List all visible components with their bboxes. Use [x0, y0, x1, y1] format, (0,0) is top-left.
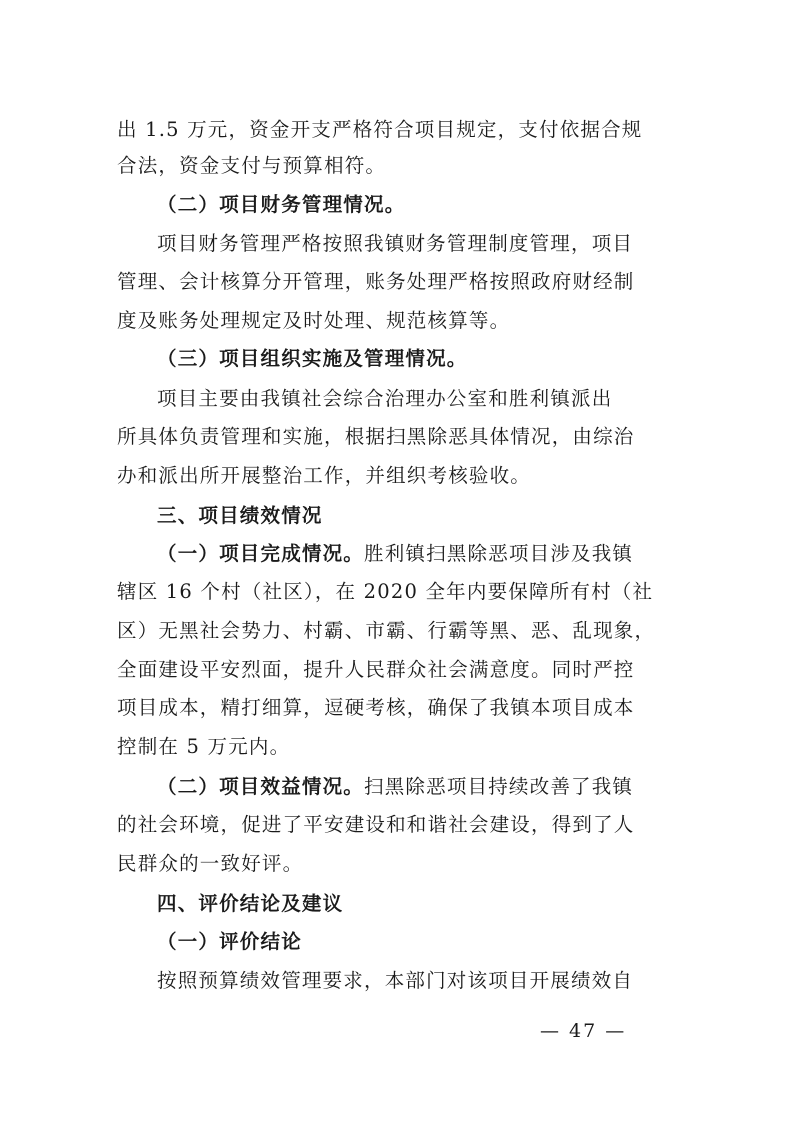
page-number: — 47 —	[540, 1020, 627, 1042]
body-text-line: 度及账务处理规定及时处理、规范核算等。	[117, 309, 511, 332]
body-text-line: 项目财务管理严格按照我镇财务管理制度管理，项目	[157, 232, 634, 255]
body-text-line: 合法，资金支付与预算相符。	[117, 154, 387, 177]
section-heading: （一）评价结论	[157, 930, 302, 953]
body-text-line: 全面建设平安烈面，提升人民群众社会满意度。同时严控	[117, 658, 635, 681]
inline-heading: （一）项目完成情况。	[157, 542, 365, 565]
section-heading: （三）项目组织实施及管理情况。	[157, 347, 468, 370]
chapter-heading: 四、评价结论及建议	[157, 892, 344, 915]
section-heading: （二）项目财务管理情况。	[157, 193, 406, 216]
body-text-line: 项目成本，精打细算，逗硬考核，确保了我镇本项目成本	[117, 696, 635, 719]
inline-text: 扫黑除恶项目持续改善了我镇	[364, 775, 634, 798]
body-text-line: 区）无黑社会势力、村霸、市霸、行霸等黑、恶、乱现象，	[117, 619, 656, 642]
body-text-line	[157, 542, 662, 566]
inline-text: 胜利镇扫黑除恶项目涉及我镇	[364, 542, 634, 565]
inline-heading: （二）项目效益情况。	[157, 775, 365, 798]
body-text-line: 所具体负责管理和实施，根据扫黑除恶具体情况，由综治	[117, 425, 635, 448]
body-text-line: 项目主要由我镇社会综合治理办公室和胜利镇派出	[157, 387, 613, 410]
body-text-line: 的社会环境，促进了平安建设和和谐社会建设，得到了人	[117, 813, 635, 836]
body-text-line: 按照预算绩效管理要求，本部门对该项目开展绩效自	[157, 969, 634, 992]
body-text-line: 出 1.5 万元，资金开支严格符合项目规定，支付依据合规	[117, 118, 643, 141]
body-text-line: 民群众的一致好评。	[117, 852, 304, 875]
body-text-line: 办和派出所开展整治工作，并组织考核验收。	[117, 464, 532, 487]
body-text-line: 辖区 16 个村（社区），在 2020 全年内要保障所有村（社	[117, 580, 654, 603]
body-text-line	[157, 775, 662, 799]
body-text-line: 管理、会计核算分开管理，账务处理严格按照政府财经制	[117, 270, 635, 293]
chapter-heading: 三、项目绩效情况	[157, 504, 323, 527]
body-text-line: 控制在 5 万元内。	[117, 735, 291, 758]
